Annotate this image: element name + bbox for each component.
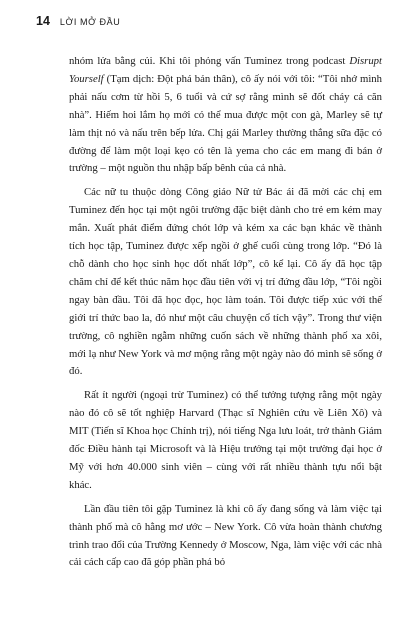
paragraph-1 bbox=[69, 53, 382, 178]
page-number: 14 bbox=[36, 14, 50, 28]
page-header bbox=[36, 14, 120, 28]
running-head: LỜI MỞ ĐẦU bbox=[59, 17, 121, 27]
body-text bbox=[69, 53, 382, 572]
paragraph-2: Các nữ tu thuộc dòng Công giáo Nữ tử Bác ái đã mời các chị em Tuminez đến học tại một ngôi trường đặc biệt dành cho trẻ em kém may mắn. Xuất phát điểm đứng chót lớp và kém xa các bạn khác về thành tích học tập, Tuminez được xếp ngồi ở ghế cuối cùng trong lớp. “Đó là chỗ dành cho học sinh học dốt nhất lớp”, cô kể lại. Cô ấy đã học tập chăm chỉ để kết thúc năm học đầu tiên với vị trí đứng đầu lớp, “Tôi ngồi ngay bàn đầu. Tôi đã học đọc, học làm toán. Tôi được tiếp xúc với thế giới trí thức bao la, đó như một câu chuyện cổ tích vậy”. Trong thư viện trường, cô nghiền ngẫm những cuốn sách về những thành phố xa xôi, mới lạ như New York và mơ mộng rằng một ngày nào đó mình sẽ sống ở đó. bbox=[69, 186, 382, 378]
paragraph-1-before: nhóm lửa bằng củi. Khi tôi phỏng vấn Tuminez trong podcast bbox=[69, 55, 350, 67]
podcast-title: Disrupt Yourself bbox=[69, 55, 382, 85]
paragraph-4: Lần đầu tiên tôi gặp Tuminez là khi cô ấy đang sống và làm việc tại thành phố mà cô hằng mơ ước – New York. Cô vừa hoàn thành chương trình trao đổi của Trường Kennedy ở Moscow, Nga, làm việc với các nhà cải cách cấp cao đã góp phần phá bỏ bbox=[69, 502, 382, 569]
paragraph-3: Rất ít người (ngoại trừ Tuminez) có thể tưởng tượng rằng một ngày nào đó cô sẽ tốt nghiệp Harvard (Thạc sĩ Nghiên cứu về Liên Xô) và MIT (Tiến sĩ Khoa học Chính trị), nói tiếng Nga lưu loát, trở thành Giám đốc Điều hành tại Microsoft và là Hiệu trưởng tại một trường đại học ở Mỹ với hơn 40.000 sinh viên – cùng với rất nhiều thành tựu nổi bật khác. bbox=[69, 389, 382, 491]
paragraph-1-after: (Tạm dịch: Đột phá bản thân), cô ấy nói với tôi: “Tôi nhớ mình phải nấu cơm từ hồi 5, 6 tuổi và cứ sợ rằng mình sẽ đốt cháy cả căn nhà”. Hiếm hoi lắm họ mới có thể mua được một con gà, Marley sẽ tự làm thịt nó và nấu trên bếp lửa. Chị gái Marley thường thắng sữa đặc có đường để làm một loại kẹo có tên là yema cho các em mang đi bán ở trường – một nguồn thu nhập bấp bênh của cả nhà. bbox=[69, 72, 382, 175]
